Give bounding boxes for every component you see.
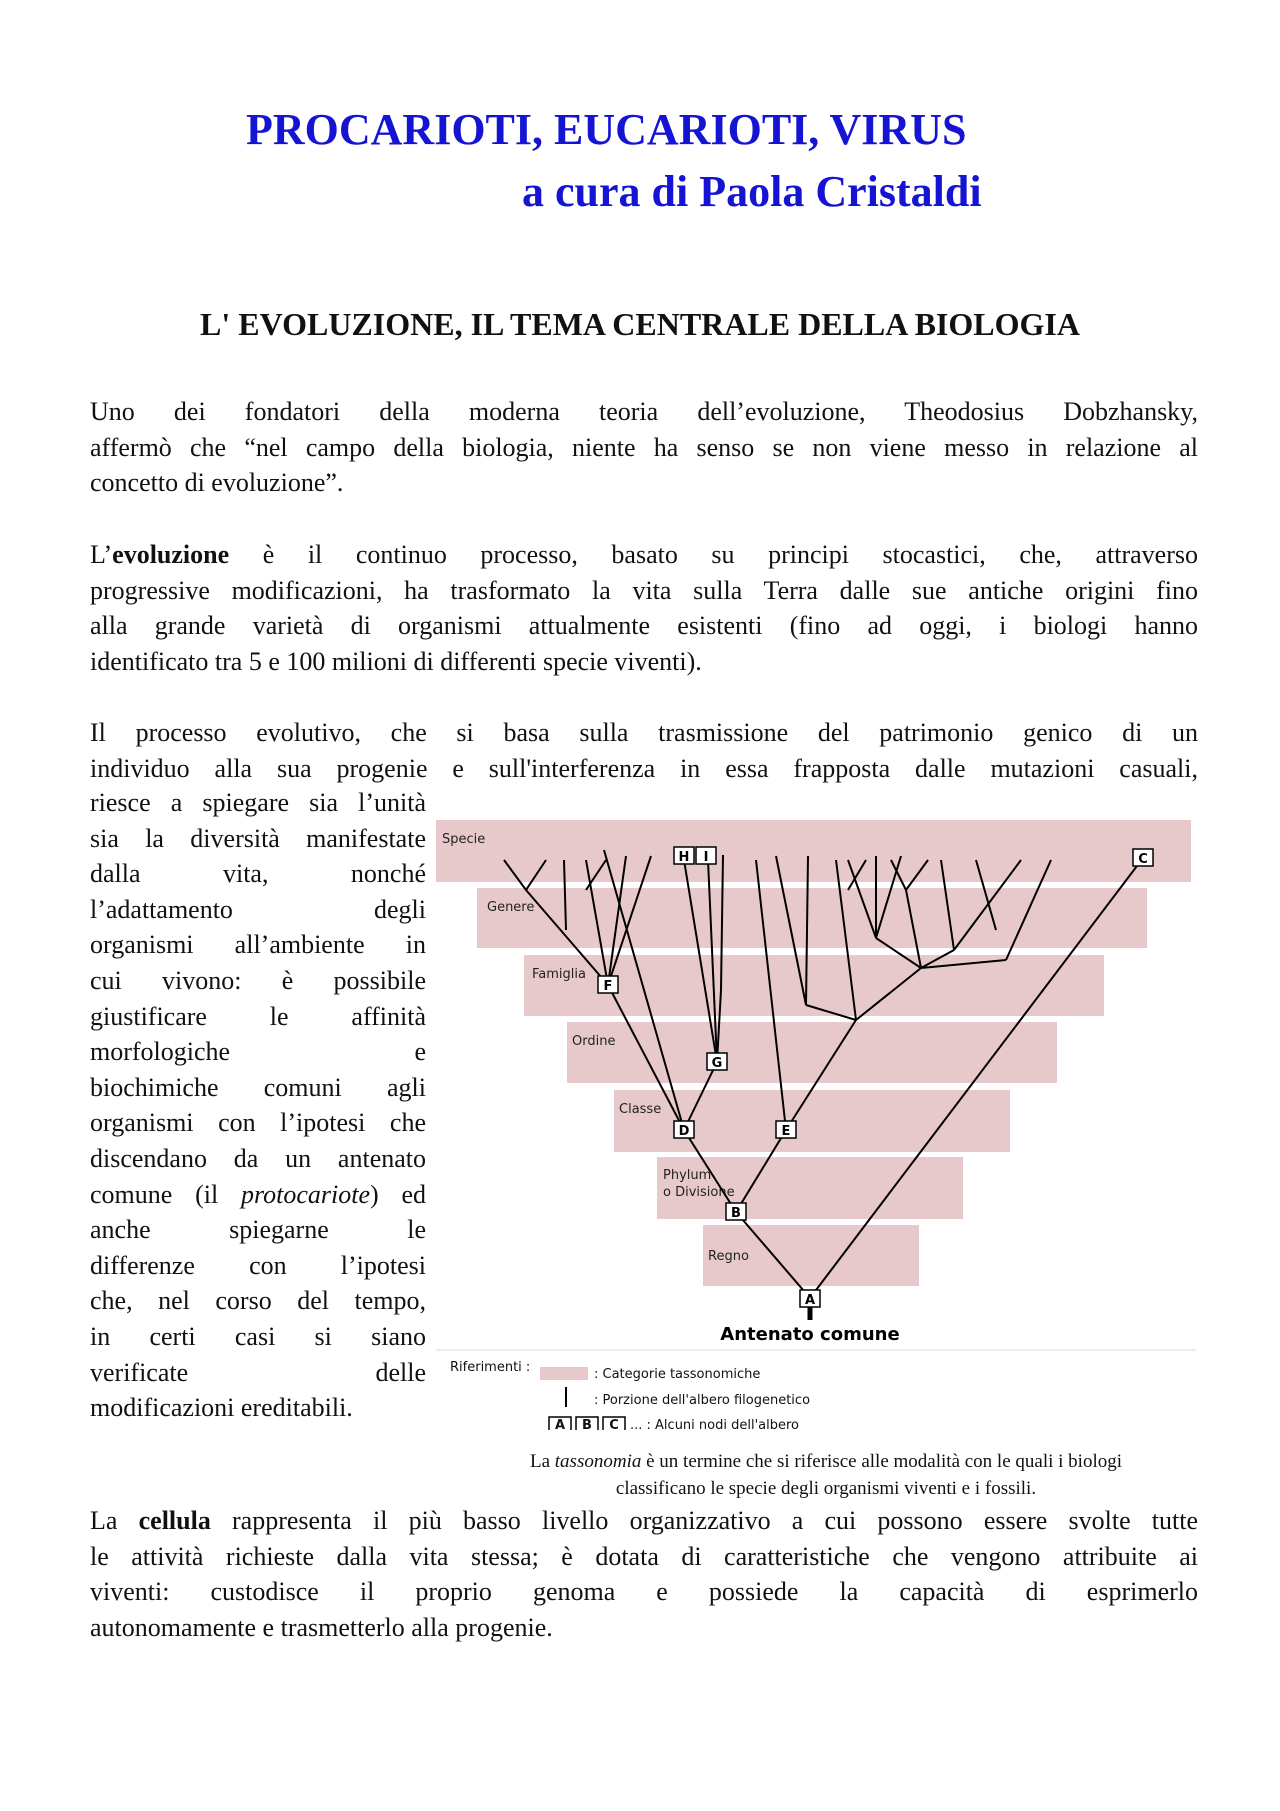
italic-term: protocariote [240,1179,371,1209]
legend-node-samples [549,1417,625,1430]
text-run: La [90,1506,139,1535]
band-genere [477,888,1147,948]
text-line: morfologiche e [90,1037,426,1067]
node-d [674,1121,694,1139]
figure-caption [436,1448,1216,1502]
text-line: alla grande varietà di organismi attualmente esistenti (fino ad oggi, i biologi hanno [90,611,1198,640]
text-line: anche spiegarne le [90,1215,426,1245]
text-line: Il processo evolutivo, che si basa sulla trasmissione del patrimonio genico di un [90,718,1198,747]
node-b [726,1203,746,1221]
band-specie [436,820,1191,882]
text-line: identificato tra 5 e 100 milioni di differenti specie viventi). [90,646,702,676]
node-c-label: C [1138,852,1148,867]
text-line: giustificare le affinità [90,1001,426,1031]
root-label: Antenato comune [720,1324,900,1345]
node-i-label: I [703,850,709,865]
band-label-ordine: Ordine [572,1034,616,1049]
legend [450,1360,810,1430]
text-run: è un termine che si riferisce alle modalità con le quali i biologi [641,1451,1122,1472]
text-line: dalla vita, nonché [90,859,426,889]
band-label-specie: Specie [442,832,486,847]
node-i [696,847,716,865]
band-ordine [567,1022,1057,1083]
legend-node-a: A [554,1418,566,1430]
node-d-label: D [678,1124,690,1139]
text-line: autonomamente e trasmetterlo alla progenie. [90,1612,553,1642]
band-label-phylum: Phylum [663,1168,712,1183]
text-run: L’ [90,540,113,569]
text-line: riesce a spiegare sia l’unità [90,788,426,817]
legend-node-b: B [582,1418,592,1430]
text-line: che, nel corso del tempo, [90,1286,426,1316]
text-line: modificazioni ereditabili. [90,1393,353,1423]
paragraph-left-column [90,785,426,1426]
legend-title: Riferimenti : [450,1360,531,1375]
taxonomic-bands [436,820,1191,1286]
node-f-label: F [603,979,613,994]
paragraph-evoluzione [90,537,1198,679]
caption-line-1 [436,1448,1216,1475]
node-c [1133,849,1153,867]
paragraph-cellula [90,1503,1198,1645]
band-label-divisione: o Divisione [663,1185,735,1200]
paragraph-dobzhansky [90,394,1198,501]
text-line: viventi: custodisce il proprio genoma e possiede la capacità di esprimerlo [90,1577,1198,1606]
title-line-2: a cura di Paola Cristaldi [522,167,982,216]
node-e-label: E [781,1124,791,1139]
text-line: differenze con l’ipotesi [90,1250,426,1280]
node-h-label: H [678,850,690,865]
text-line: sia la diversità manifestate [90,823,426,853]
text-line: affermò che “nel campo della biologia, niente ha senso se non viene messo in relazione al [90,432,1198,462]
node-f [598,976,618,994]
node-g-label: G [711,1056,723,1071]
taxonomy-tree-figure [436,820,1196,1430]
band-label-genere: Genere [487,900,535,915]
node-h [674,847,694,865]
paragraph-processo-evolutivo [90,715,1198,786]
text-run: è il continuo processo, basato su principi stocastici, che, attraverso [229,540,1198,569]
node-a-label: A [804,1293,816,1308]
band-label-regno: Regno [708,1249,749,1264]
text-line [90,537,1198,573]
caption-line-2: classificano le specie degli organismi viventi e i fossili. [615,1478,1037,1499]
bold-term: cellula [138,1506,211,1535]
node-g [707,1053,727,1071]
legend-swatch-band [540,1367,588,1380]
text-run: comune (il [90,1179,241,1209]
node-b-label: B [731,1206,741,1221]
text-line: organismi con l’ipotesi che [90,1108,426,1138]
text-line: individuo alla sua progenie e sull'interferenza in essa frapposta dalle mutazioni casuali, [90,753,1198,783]
taxonomy-tree-diagram [436,820,1196,1430]
text-line: concetto di evoluzione”. [90,468,344,497]
text-run: rappresenta il più basso livello organizzativo a cui possono essere svolte tutte [210,1506,1199,1535]
text-line: discendano da un antenato [90,1143,426,1173]
legend-item-categories: : Categorie tassonomiche [594,1367,761,1382]
text-run: ) ed [370,1179,426,1209]
text-line: organismi all’ambiente in [90,930,426,960]
italic-term: tassonomia [554,1451,642,1472]
text-line: progressive modificazioni, ha trasformato la vita sulla Terra dalle sue antiche origini fino [90,575,1198,605]
text-line: Uno dei fondatori della moderna teoria dell’evoluzione, Theodosius Dobzhansky, [90,397,1198,426]
text-line [90,1177,426,1213]
text-line: l’adattamento degli [90,894,426,924]
legend-item-tree-portion: : Porzione dell'albero filogenetico [594,1393,811,1408]
legend-node-c: C [609,1418,619,1430]
text-line: in certi casi si siano [90,1321,426,1351]
band-label-classe: Classe [619,1102,662,1117]
text-line: cui vivono: è possibile [90,965,426,995]
text-run: La [529,1451,555,1472]
legend-item-nodes: ... : Alcuni nodi dell'albero [630,1418,799,1430]
text-line: verificate delle [90,1357,426,1387]
band-label-famiglia: Famiglia [532,967,586,982]
title-line-1: PROCARIOTI, EUCARIOTI, VIRUS [246,105,967,154]
text-line: le attività richieste dalla vita stessa; è dotata di caratteristiche che vengono attribuite ai [90,1541,1198,1571]
bold-term: evoluzione [112,540,230,569]
text-line: biochimiche comuni agli [90,1072,426,1102]
section-heading: L' EVOLUZIONE, IL TEMA CENTRALE DELLA BIOLOGIA [200,306,1080,342]
node-a [800,1290,820,1308]
node-e [776,1121,796,1139]
text-line [90,1503,1198,1539]
